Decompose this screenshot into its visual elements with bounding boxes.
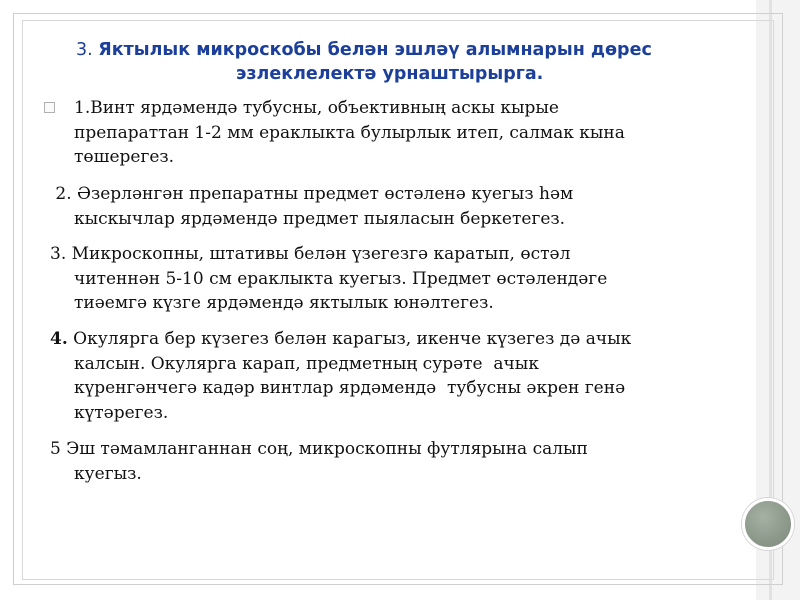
step-3 xyxy=(50,242,730,316)
step-1 xyxy=(74,96,734,170)
step-3-line-3: тиәемгә күзге ярдәмендә яктылык юнәлтегез. xyxy=(74,293,494,313)
step-4-line-3: күренгәнчегә кадәр винтлар ярдәмендә тубусны әкрен генә xyxy=(74,378,626,398)
bullet-icon xyxy=(44,102,55,113)
step-5 xyxy=(50,437,730,486)
step-4-number: 4. xyxy=(50,329,68,349)
step-2-line-1: 2. Әзерләнгән препаратны предмет өстәленә куегыз һәм xyxy=(50,184,574,204)
title-line-1 xyxy=(76,38,726,62)
step-3-line-1: 3. Микроскопны, штативы белән үзегезгә каратып, өстәл xyxy=(50,244,571,264)
step-5-line-2: куегыз. xyxy=(74,463,142,484)
step-4-line-1 xyxy=(50,329,631,349)
step-4 xyxy=(50,327,730,425)
title-line-2: эзлеклелектә урнаштырырга. xyxy=(236,64,544,84)
step-2 xyxy=(50,182,730,231)
title-text-1: Яктылык микроскобы белән эшләү алымнарын дөрес xyxy=(98,40,652,60)
step-5-line-1: 5 Эш тәмамланганнан соң, микроскопны футлярына салып xyxy=(50,439,588,459)
step-2-line-2: кыскычлар ярдәмендә предмет пыяласын беркетегез. xyxy=(74,208,566,229)
step-4-line-4: күтәрегез. xyxy=(74,402,169,423)
title-number: 3. xyxy=(76,40,99,60)
slide-title xyxy=(76,38,726,86)
step-1-line-2: препараттан 1-2 мм ераклыкта булырлык итеп, салмак кына xyxy=(74,122,625,143)
step-1-line-3: төшерегез. xyxy=(74,147,175,167)
decorative-circle xyxy=(742,498,794,550)
step-4-line-1-text: Окулярга бер күзегез белән карагыз, икенче күзегез дә ачык xyxy=(67,329,632,349)
step-4-line-2: калсын. Окулярга карап, предметның сурәте ачык xyxy=(74,353,539,374)
step-3-line-2: читеннән 5-10 см ераклыкта куегыз. Предмет өстәлендәге xyxy=(74,268,608,289)
step-1-line-1: 1.Винт ярдәмендә тубусны, объективның аскы кырые xyxy=(74,98,559,118)
